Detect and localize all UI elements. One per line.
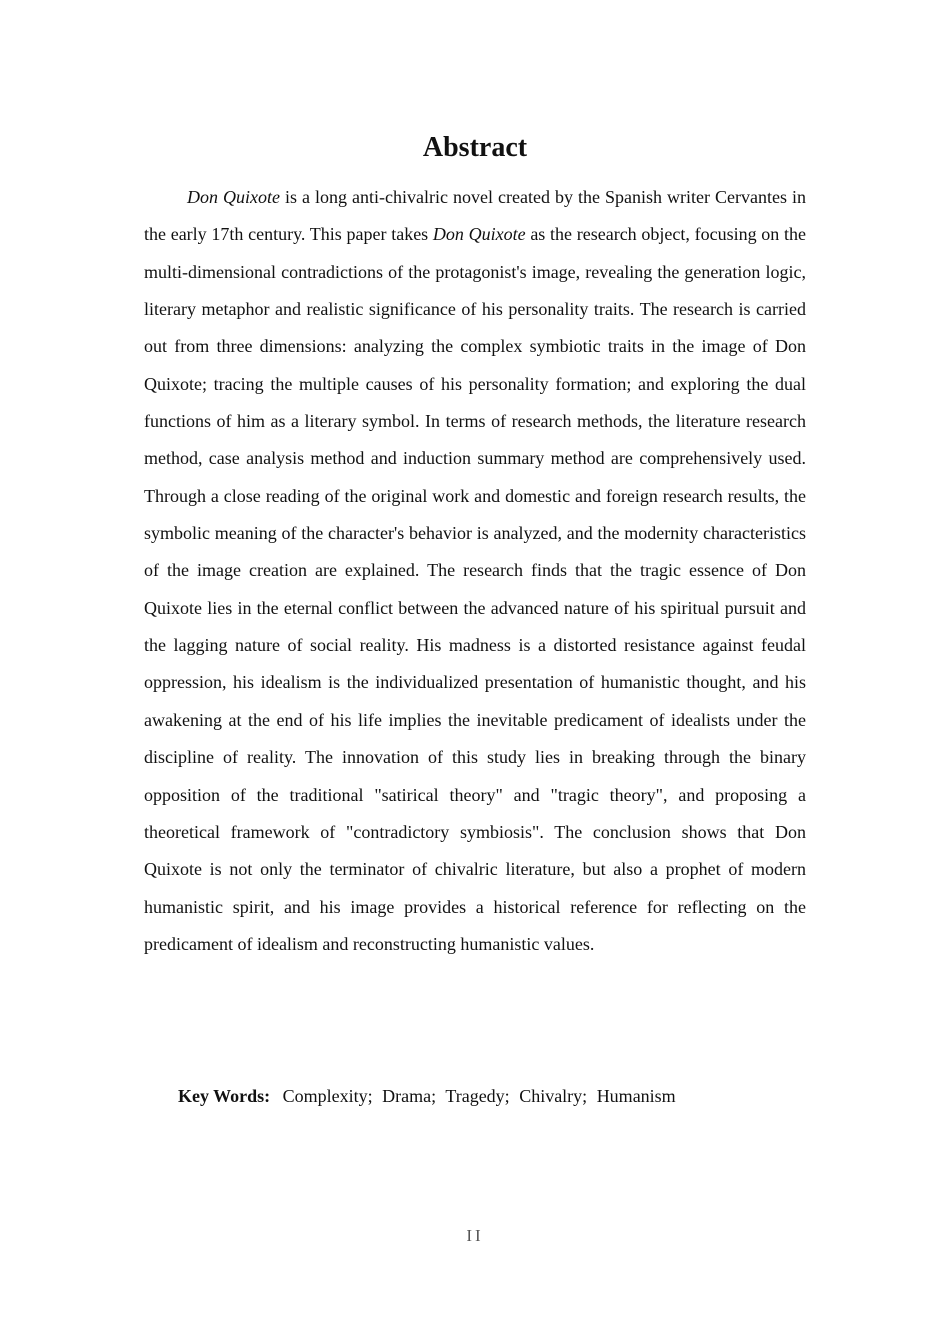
keyword-item: Tragedy; <box>445 1086 510 1106</box>
page-title: Abstract <box>422 132 528 163</box>
abstract-body <box>144 179 806 963</box>
keywords-line <box>178 1080 806 1112</box>
keyword-item: Drama; <box>382 1086 437 1106</box>
abstract-text: is a long anti-chivalric novel created by the Spanish writer Cervantes in the early 17th century. This paper takes <box>144 187 806 245</box>
page-number: II <box>466 1226 484 1245</box>
keyword-item: Complexity; <box>282 1086 373 1106</box>
abstract-text: as the research object, focusing on the multi-dimensional contradictions of the protagonist's image, revealing the generation logic, literary metaphor and realistic significance of his personality traits. The research is carried out from three dimensions: analyzing the complex symbiotic traits in the image of Don Quixote; tracing the multiple causes of his personality formation; and exploring the dual functions of him as a literary symbol. In terms of research methods, the literature research method, case analysis method and induction summary method are comprehensively used. Through a close reading of the original work and domestic and foreign research results, the symbolic meaning of the character's behavior is analyzed, and the modernity characteristics of the image creation are explained. The research finds that the tragic essence of Don Quixote lies in the eternal conflict between the advanced nature of his spiritual pursuit and the lagging nature of social reality. His madness is a distorted resistance against feudal oppression, his idealism is the individualized presentation of humanistic thought, and his awakening at the end of his life implies the inevitable predicament of idealists under the discipline of reality. The innovation of this study lies in breaking through the binary opposition of the traditional "satirical theory" and "tragic theory", and proposing a theoretical framework of "contradictory symbiosis". The conclusion shows that Don Quixote is not only the terminator of chivalric literature, but also a prophet of modern humanistic spirit, and his image provides a historical reference for reflecting on the predicament of idealism and reconstructing humanistic values. <box>144 224 806 954</box>
keywords-label: Key Words: <box>178 1086 271 1106</box>
book-title-italic: Don Quixote <box>187 187 280 207</box>
book-title-italic: Don Quixote <box>432 224 526 245</box>
keyword-item: Humanism <box>596 1086 676 1106</box>
keyword-item: Chivalry; <box>519 1086 588 1106</box>
